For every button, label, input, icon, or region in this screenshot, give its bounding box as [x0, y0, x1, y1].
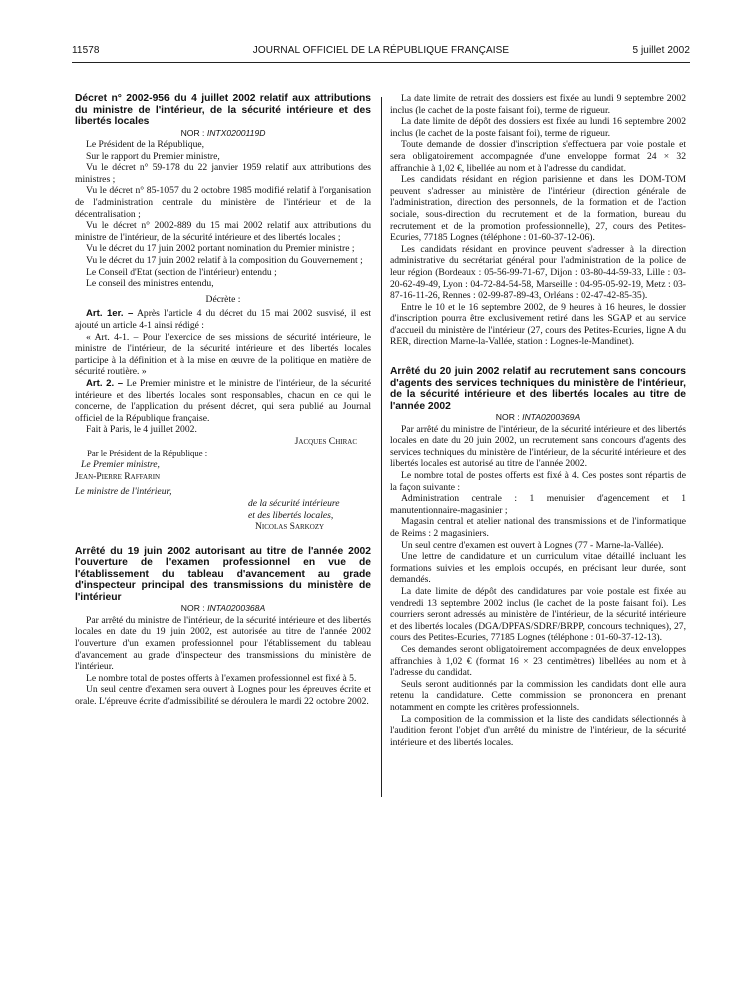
arrete-2-paragraph: Le nombre total de postes offerts est fixé à 4. Ces postes sont répartis de la façon suivante : [390, 470, 686, 493]
minister-title-2: de la sécurité intérieure [248, 497, 340, 509]
left-column [75, 93, 371, 708]
arrete-2-paragraph: Un seul centre d'examen est ouvert à Lognes (77 - Marne-la-Vallée). [401, 539, 664, 551]
decret-nor [75, 128, 371, 140]
arrete-2-paragraph: Seuls seront auditionnés par la commission les candidats dont elle aura retenu la candidature. Cette commission se prononcera en prenant notamment en compte les critères professionnels. [390, 678, 686, 713]
arrete-2-paragraph: Ces demandes seront obligatoirement accompagnées de deux enveloppes affranchies à 1,02 € (format 16 × 23 centimètres) libellées au nom et à l'adresse du candidat. [390, 643, 686, 679]
decrete-heading: Décrète : [205, 293, 241, 305]
article-4-1-quote: « Art. 4-1. – Pour l'exercice de ses missions de sécurité intérieure, le ministre de l'intérieur, de la sécurité intérieure et des libertés locales participe à la définition et à la mise en œuvre de la politique en matière de sécurité routière. » [75, 331, 371, 378]
president-signature: Jacques Chirac [294, 435, 357, 447]
nor-code: INTA0200369A [522, 412, 581, 423]
article-2-label: Art. 2. – [86, 377, 124, 389]
minister-name-text: Nicolas Sarkozy [255, 521, 325, 533]
right-column [390, 93, 686, 748]
nor-label: NOR : [180, 127, 205, 138]
article-2-text: Le Premier ministre et le ministre de l'intérieur, de la sécurité intérieure et des libertés locales sont responsables, chacun en ce qui le concerne, de l'application du présent décret, qui sera publié au Journal officiel de la République française. [75, 377, 371, 424]
article-2 [75, 378, 371, 424]
decret-paragraph: Sur le rapport du Premier ministre, [86, 150, 220, 162]
arrete-1-paragraph: La date limite de dépôt des dossiers est fixée au lundi 16 septembre 2002 inclus (le cachet de la poste faisant foi), terme de rigueur. [390, 116, 686, 139]
article-1-label: Art. 1er. – [86, 308, 134, 320]
minister-title-1: Le ministre de l'intérieur, [75, 486, 172, 498]
arrete-1-paragraph: Les candidats résidant en région parisienne et dans les DOM-TOM peuvent s'adresser au ministère de l'intérieur (direction générale de l'administration, direction des personnels, de la formation et de l'action sociale, sous-direction du recrutement et de la formation, bureau du recrutement et de la promotion professionnelle), 27, cours des Petites-Ecuries, 77185 Lognes (téléphone : 01-60-37-12-06). [390, 174, 686, 244]
nor-code: INTA0200368A [207, 603, 266, 614]
decret-paragraph: Vu le décret n° 2002-889 du 15 mai 2002 relatif aux attributions du ministre de l'intérieur, de la sécurité intérieure et des libertés locales ; [75, 220, 371, 243]
article-1 [75, 308, 371, 331]
header-rule [72, 62, 690, 63]
decret-paragraph: Le conseil des ministres entendu, [86, 278, 214, 290]
decret-title: Décret n° 2002-956 du 4 juillet 2002 relatif aux attributions du ministre de l'intérieur, de la sécurité intérieure et des libertés locales [75, 93, 371, 127]
pm-title [75, 459, 371, 471]
nor-label: NOR : [180, 603, 205, 614]
decret-paragraph: Vu le décret du 17 juin 2002 portant nomination du Premier ministre ; [86, 243, 355, 255]
journal-title: JOURNAL OFFICIEL DE LA RÉPUBLIQUE FRANÇAISE [252, 45, 510, 56]
arrete-1-paragraph: Entre le 10 et le 16 septembre 2002, de 9 heures à 16 heures, le dossier d'inscription pourra être exclusivement retiré dans les SGAP et au service d'accueil du ministère de l'intérieur (27, cours des Petites-Ecuries, ligne A du RER, direction Marne-la-Vallée, station : Lognes-le-Mandinet). [390, 301, 686, 348]
arrete-1-paragraph: Les candidats résidant en province peuvent s'adresser à la direction administrative du secrétariat général pour l'administration de la police de leur région (Bordeaux : 05-56-99-71-67, Dijon : 03-80-44-59-33, Lille : 03-20-62-49-49, Lyon : 04-72-84-54-58, Marseille : 04-95-05-92-19, Metz : 03-87-16-11-26, Rennes : 02-99-87-89-43, Orléans : 02-47-42-85-35). [390, 243, 686, 302]
minister-title-3: et des libertés locales, [248, 509, 334, 521]
arrete-1-paragraph: Par arrêté du ministre de l'intérieur, de la sécurité intérieure et des libertés locales en date du 19 juin 2002, est autorisée au titre de l'année 2002 l'ouverture d'un examen professionnel pour l'établissement du tableau d'avancement au grade d'inspecteur des transmissions du ministère de l'intérieur. [75, 614, 371, 673]
arrete-1-paragraph: La date limite de retrait des dossiers est fixée au lundi 9 septembre 2002 inclus (le cachet de la poste faisant foi), terme de rigueur. [390, 93, 686, 116]
pm-name: Jean-Pierre Raffarin [75, 470, 161, 482]
nor-label: NOR : [495, 412, 520, 423]
nor-code: INTX0200119D [206, 127, 266, 138]
page-number: 11578 [72, 45, 100, 56]
arrete-2-title: Arrêté du 20 juin 2002 relatif au recrutement sans concours d'agents des services techniques du ministère de l'intérieur, de la sécurité intérieure et des libertés locales au titre de l'année 2002 [390, 366, 686, 412]
arrete-1-nor [75, 603, 371, 615]
decret-paragraph: Vu le décret n° 85-1057 du 2 octobre 1985 modifié relatif à l'organisation de l'administration centrale du ministère de l'intérieur et de la décentralisation ; [75, 185, 371, 220]
arrete-1-paragraph: Un seul centre d'examen sera ouvert à Lognes pour les épreuves écrite et orale. L'épreuve écrite d'admissibilité se déroulera le mardi 22 octobre 2002. [75, 684, 371, 707]
issue-date: 5 juillet 2002 [632, 45, 690, 56]
arrete-1-paragraph: Toute demande de dossier d'inscription s'effectuera par voie postale et sera obligatoirement accompagnée d'une enveloppe format 24 × 32 affranchie à 1,02 €, libellée au nom et à l'adresse du candidat. [390, 139, 686, 174]
arrete-2-paragraph: Par arrêté du ministre de l'intérieur, de la sécurité intérieure et des libertés locales en date du 20 juin 2002, un recrutement sans concours d'agents des services techniques du ministère de l'intérieur, de la sécurité intérieure et des libertés locales est autorisé au titre de l'année 2002. [390, 423, 686, 470]
arrete-2-paragraph: Administration centrale : 1 menuisier d'agencement et 1 manutentionnaire-magasinier ; [390, 493, 686, 516]
arrete-2-paragraph: La composition de la commission et la liste des candidats sélectionnés à l'audition feront l'objet d'un arrêté du ministre de l'intérieur, de la sécurité intérieure et des libertés locales. [390, 713, 686, 748]
page-header [72, 45, 690, 59]
article-1-text: Après l'article 4 du décret du 15 mai 2002 susvisé, il est ajouté un article 4-1 ainsi rédigé : [75, 308, 372, 331]
arrete-2-paragraph: Magasin central et atelier national des transmissions et de l'informatique de Reims : 2 magasiniers. [390, 516, 686, 539]
decret-paragraph: Le Conseil d'Etat (section de l'intérieur) entendu ; [86, 266, 277, 278]
arrete-2-paragraph: La date limite de dépôt des candidatures par voie postale est fixée au vendredi 13 septembre 2002 inclus (le cachet de la poste faisant foi). Les courriers seront adressés au ministère de l'intérieur, de la sécurité intérieure et des libertés locales (DGA/DPFAS/SDRF/BRPP, concours techniques), 27, cours des Petites-Ecuries, 77185 Lognes (téléphone : 01-60-37-12-13). [390, 585, 686, 644]
minister-name [255, 521, 371, 533]
decret-paragraph: Vu le décret n° 59-178 du 22 janvier 1959 relatif aux attributions des ministres ; [75, 162, 371, 185]
pm-title-text: Le Premier ministre, [81, 459, 160, 471]
by-president: Par le Président de la République : [87, 447, 208, 458]
arrete-2-paragraph: Une lettre de candidature et un curriculum vitae détaillé incluant les formations suivies et les emplois occupés, en précisant leur durée, sont demandés. [390, 551, 686, 586]
done-at: Fait à Paris, le 4 juillet 2002. [86, 424, 197, 436]
decret-paragraph: Vu le décret du 17 juin 2002 relatif à la composition du Gouvernement ; [86, 255, 363, 267]
arrete-2-nor [390, 412, 686, 424]
decret-paragraph: Le Président de la République, [86, 139, 205, 151]
arrete-1-paragraph: Le nombre total de postes offerts à l'examen professionnel est fixé à 5. [86, 672, 357, 684]
arrete-1-title: Arrêté du 19 juin 2002 autorisant au titre de l'année 2002 l'ouverture de l'examen professionnel en vue de l'établissement du tableau d'avancement au grade d'inspecteur principal des transmissions du ministère de l'intérieur [75, 545, 371, 603]
column-divider [381, 97, 382, 797]
